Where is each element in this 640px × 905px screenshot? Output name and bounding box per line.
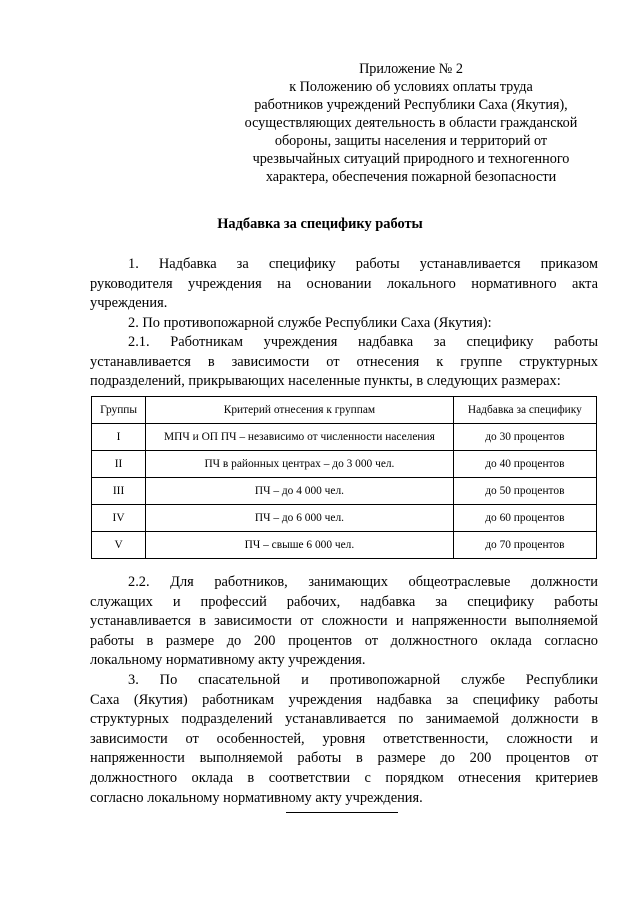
- group-cell: V: [92, 532, 146, 559]
- paragraph-2-2: [90, 573, 598, 671]
- column-header-criterion: Критерий отнесения к группам: [146, 397, 454, 424]
- header-line: осуществляющих деятельность в области гражданской: [244, 115, 578, 131]
- criterion-cell: ПЧ – до 4 000 чел.: [146, 478, 454, 505]
- criterion-cell: ПЧ в районных центрах – до 3 000 чел.: [146, 451, 454, 478]
- allowance-cell: до 70 процентов: [453, 532, 596, 559]
- paragraph-line: руководителя учреждения на основании локального нормативного акта: [90, 275, 598, 292]
- paragraph-line: напряженности выполняемой работы в размере до 200 процентов от: [90, 750, 598, 767]
- paragraph-line: работы в размере до 200 процентов от должностного оклада согласно: [90, 632, 598, 649]
- header-line: обороны, защиты населения и территорий от: [274, 133, 548, 149]
- paragraph-line: служащих и профессий рабочих, надбавка за специфику работы: [90, 593, 598, 610]
- group-cell: III: [92, 478, 146, 505]
- paragraph-line: 2. По противопожарной службе Республики Саха (Якутия):: [128, 315, 492, 331]
- header-line: характера, обеспечения пожарной безопасности: [265, 169, 557, 185]
- paragraph-1: [90, 255, 598, 314]
- paragraph-line: Саха (Якутия) работникам учреждения надбавка за специфику работы: [90, 691, 598, 708]
- group-cell: II: [92, 451, 146, 478]
- paragraph-line: 1. Надбавка за специфику работы устанавливается приказом: [128, 256, 598, 272]
- header-line: чрезвычайных ситуаций природного и техногенного: [252, 151, 570, 167]
- allowance-table: [91, 396, 597, 559]
- paragraph-line: 2.1. Работникам учреждения надбавка за специфику работы: [128, 334, 598, 350]
- appendix-header: [226, 60, 596, 186]
- group-cell: I: [92, 424, 146, 451]
- table-row: [92, 451, 597, 478]
- paragraph-line: зависимости от особенностей, уровня ответственности, сложности и: [90, 730, 598, 747]
- criterion-cell: ПЧ – свыше 6 000 чел.: [146, 532, 454, 559]
- table-row: [92, 424, 597, 451]
- table-row: [92, 478, 597, 505]
- paragraph-line: устанавливается в зависимости от отнесения к группе структурных: [90, 353, 598, 370]
- paragraph-3: [90, 671, 598, 808]
- paragraph-line: согласно локальному нормативному акту учреждения.: [90, 789, 423, 806]
- group-cell: IV: [92, 505, 146, 532]
- paragraph-line: 2.2. Для работников, занимающих общеотраслевые должности: [128, 574, 598, 590]
- paragraph-line: 3. По спасательной и противопожарной службе Республики: [128, 672, 598, 688]
- paragraph-2: [90, 314, 598, 334]
- table-row: [92, 532, 597, 559]
- table-row: [92, 505, 597, 532]
- section-title: Надбавка за специфику работы: [217, 216, 423, 232]
- column-header-groups: Группы: [92, 397, 146, 424]
- paragraph-line: локальному нормативному акту учреждения.: [90, 652, 366, 669]
- column-header-allowance: Надбавка за специфику: [453, 397, 596, 424]
- criterion-cell: ПЧ – до 6 000 чел.: [146, 505, 454, 532]
- header-line: работников учреждений Республики Саха (Якутия),: [254, 97, 568, 113]
- allowance-cell: до 40 процентов: [453, 451, 596, 478]
- paragraph-line: структурных подразделений устанавливается по занимаемой должности в: [90, 711, 598, 728]
- allowance-cell: до 60 процентов: [453, 505, 596, 532]
- paragraph-line: должностного оклада в соответствии с порядком отнесения критериев: [90, 769, 598, 786]
- paragraph-line: учреждения.: [90, 295, 168, 312]
- allowance-cell: до 30 процентов: [453, 424, 596, 451]
- table-header-row: [92, 397, 597, 424]
- paragraph-2-1: [90, 333, 598, 392]
- end-divider: [286, 812, 398, 813]
- criterion-cell: МПЧ и ОП ПЧ – независимо от численности населения: [146, 424, 454, 451]
- paragraph-line: устанавливается в зависимости от сложности и напряженности выполняемой: [90, 613, 598, 630]
- allowance-cell: до 50 процентов: [453, 478, 596, 505]
- header-line: Приложение № 2: [359, 61, 463, 77]
- paragraph-line: подразделений, прикрывающих населенные пункты, в следующих размерах:: [90, 373, 561, 390]
- header-line: к Положению об условиях оплаты труда: [289, 79, 533, 95]
